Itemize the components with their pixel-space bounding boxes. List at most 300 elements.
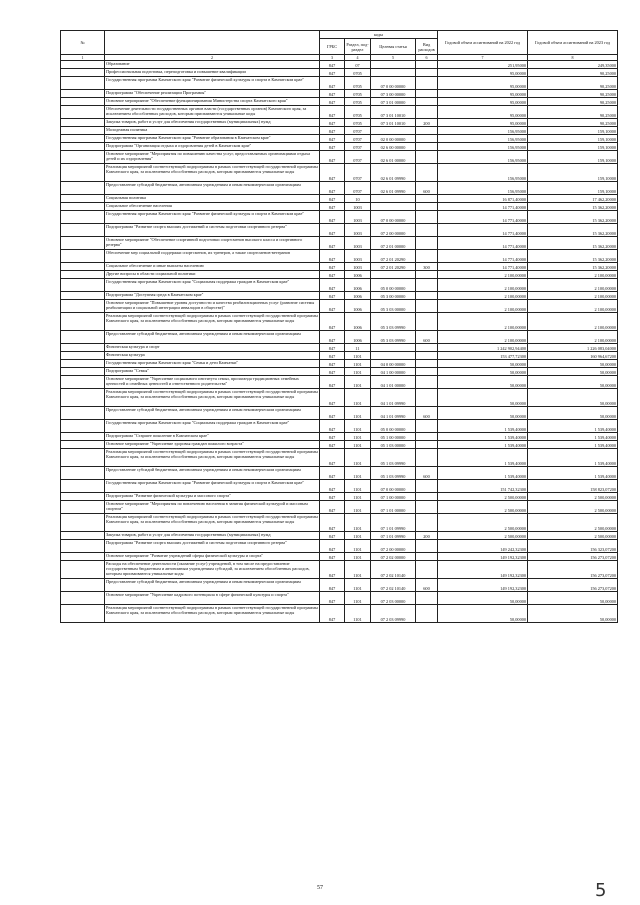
row-amount-2022: 153 477,72300 (438, 352, 528, 360)
row-amount-2023: 50,00000 (528, 605, 618, 623)
row-amount-2022: 95,00000 (438, 106, 528, 119)
row-amount-2022: 151 742,32300 (438, 480, 528, 493)
row-target: 07 2 00 00000 (371, 224, 416, 237)
row-number (61, 271, 105, 279)
row-amount-2023: 1 539,40000 (528, 467, 618, 480)
row-name: Основное мероприятие "Укрепление социального института семьи, пропаганда традиционных семейных ценностей и семейных ценностей и ответственного родительства" (105, 376, 320, 389)
row-amount-2023: 50,00000 (528, 407, 618, 420)
row-section: 1101 (345, 376, 371, 389)
row-amount-2023: 1 539,40000 (528, 449, 618, 467)
row-section: 0705 (345, 98, 371, 106)
table-row (61, 441, 618, 449)
row-name: Реализация мероприятий соответствующей подпрограммы в рамках соответствующей государственной программы Камчатского края, за исключением обособленных расходов, которым присваиваются уникальные коды (105, 389, 320, 407)
table-row (61, 376, 618, 389)
row-target: 07 2 02 10140 (371, 579, 416, 592)
row-amount-2022: 156,95000 (438, 164, 528, 182)
row-grbs: 847 (320, 292, 345, 300)
row-name: Предоставление субсидий бюджетным, автономным учреждениям и иным некоммерческим организациям (105, 182, 320, 195)
row-amount-2023: 2 500,00000 (528, 493, 618, 501)
row-name: Подпрограмма "Развитие физической культуры и массового спорта" (105, 493, 320, 501)
row-name: Предоставление субсидий бюджетным, автономным учреждениям и иным некоммерческим организациям (105, 467, 320, 480)
row-amount-2023: 159,10000 (528, 151, 618, 164)
row-amount-2022: 251,95000 (438, 61, 528, 69)
row-number (61, 224, 105, 237)
row-vr (416, 151, 438, 164)
row-number (61, 263, 105, 271)
row-amount-2023: 90,25000 (528, 119, 618, 127)
row-number (61, 313, 105, 331)
row-vr (416, 514, 438, 532)
row-amount-2022: 149 192,32300 (438, 553, 528, 561)
row-number (61, 389, 105, 407)
table-row (61, 300, 618, 313)
row-amount-2022: 95,00000 (438, 98, 528, 106)
row-name: Основное мероприятие "Обеспечение спортивной подготовки спортсменов высокого класса и спортивного резерва" (105, 237, 320, 250)
row-vr (416, 224, 438, 237)
row-target: 07 2 02 10140 (371, 561, 416, 579)
table-row (61, 407, 618, 420)
row-amount-2022: 14 771,40000 (438, 224, 528, 237)
table-row (61, 211, 618, 224)
row-name: Реализация мероприятий соответствующей подпрограммы в рамках соответствующей государственной программы Камчатского края, за исключением обособленных расходов, которым присваиваются уникальные коды (105, 514, 320, 532)
row-name: Подпрограмма "Обеспечение реализации Программы" (105, 90, 320, 98)
row-vr (416, 420, 438, 433)
row-vr (416, 352, 438, 360)
row-number (61, 135, 105, 143)
column-index: 2 (105, 55, 320, 61)
row-target (371, 352, 416, 360)
row-vr (416, 90, 438, 98)
header-target: Целевая статья (371, 39, 416, 55)
row-grbs: 847 (320, 279, 345, 292)
row-vr (416, 237, 438, 250)
row-vr (416, 61, 438, 69)
row-section: 1003 (345, 250, 371, 263)
column-index: 1 (61, 55, 105, 61)
row-vr (416, 344, 438, 352)
row-target: 07 3 01 10010 (371, 106, 416, 119)
row-target: 07 1 01 09990 (371, 532, 416, 540)
row-amount-2022: 50,00000 (438, 389, 528, 407)
row-section: 1101 (345, 433, 371, 441)
row-section: 1101 (345, 480, 371, 493)
table-row (61, 224, 618, 237)
row-name: Основное мероприятие "Мероприятия по вовлечению населения в занятия физической культурой и массовым спортом" (105, 501, 320, 514)
row-vr (416, 279, 438, 292)
row-section: 0705 (345, 106, 371, 119)
row-target: 07 1 01 09990 (371, 514, 416, 532)
row-section: 0707 (345, 143, 371, 151)
row-number (61, 592, 105, 605)
row-name: Реализация мероприятий соответствующей подпрограммы в рамках соответствующей государственной программы Камчатского края, за исключением обособленных расходов, которым присваиваются уникальные коды (105, 164, 320, 182)
table-row (61, 467, 618, 480)
row-section: 1101 (345, 368, 371, 376)
row-target: 07 2 03 09990 (371, 605, 416, 623)
row-target: 02 6 00 00000 (371, 143, 416, 151)
row-grbs: 847 (320, 98, 345, 106)
row-grbs: 847 (320, 493, 345, 501)
row-name: Предоставление субсидий бюджетным, автономным учреждениям и иным некоммерческим организациям (105, 407, 320, 420)
row-name: Профессиональная подготовка, переподготовка и повышение квалификации (105, 69, 320, 77)
row-name: Предоставление субсидий бюджетным, автономным учреждениям и иным некоммерческим организациям (105, 579, 320, 592)
table-row (61, 313, 618, 331)
row-name: Социальная политика (105, 195, 320, 203)
row-amount-2022: 14 771,40000 (438, 250, 528, 263)
row-vr: 200 (416, 532, 438, 540)
table-row (61, 540, 618, 553)
row-amount-2022: 1 539,40000 (438, 449, 528, 467)
row-amount-2023: 50,00000 (528, 592, 618, 605)
row-grbs: 847 (320, 271, 345, 279)
row-vr (416, 433, 438, 441)
row-target: 04 0 00 00000 (371, 360, 416, 368)
row-vr (416, 605, 438, 623)
table-row (61, 263, 618, 271)
table-row (61, 493, 618, 501)
row-grbs: 847 (320, 407, 345, 420)
row-number (61, 561, 105, 579)
row-number (61, 368, 105, 376)
row-target: 07 2 00 00000 (371, 540, 416, 553)
row-section: 1003 (345, 203, 371, 211)
row-number (61, 119, 105, 127)
header-grbs: ГРБС (320, 39, 345, 55)
row-number (61, 352, 105, 360)
row-amount-2022: 1 539,40000 (438, 441, 528, 449)
row-section: 1101 (345, 540, 371, 553)
row-name: Государственная программа Камчатского края "Семья и дети Камчатки" (105, 360, 320, 368)
row-amount-2023: 90,25000 (528, 90, 618, 98)
header-vr: Вид расходов (416, 39, 438, 55)
row-vr (416, 135, 438, 143)
header-year-2022: Годовой объем ассигнований на 2022 год (438, 31, 528, 55)
row-number (61, 279, 105, 292)
row-number (61, 98, 105, 106)
row-grbs: 847 (320, 263, 345, 271)
row-name: Закупка товаров, работ и услуг для обеспечения государственных (муниципальных) нужд (105, 532, 320, 540)
row-amount-2023: 156 273,07200 (528, 579, 618, 592)
table-row (61, 592, 618, 605)
row-section: 0705 (345, 119, 371, 127)
row-number (61, 376, 105, 389)
row-amount-2023: 15 362,20000 (528, 211, 618, 224)
row-amount-2023: 15 362,20000 (528, 250, 618, 263)
row-section: 1006 (345, 292, 371, 300)
row-amount-2023: 15 362,20000 (528, 237, 618, 250)
row-number (61, 331, 105, 344)
row-grbs: 847 (320, 69, 345, 77)
row-grbs: 847 (320, 553, 345, 561)
row-vr (416, 250, 438, 263)
row-number (61, 300, 105, 313)
table-row (61, 106, 618, 119)
row-amount-2023: 159,10000 (528, 164, 618, 182)
row-section: 1101 (345, 449, 371, 467)
row-target: 05 3 03 09990 (371, 313, 416, 331)
row-name: Государственная программа Камчатского края "Социальная поддержка граждан в Камчатском крае" (105, 420, 320, 433)
table-row (61, 420, 618, 433)
column-index: 4 (345, 55, 371, 61)
row-grbs: 847 (320, 605, 345, 623)
row-amount-2023: 90,25000 (528, 69, 618, 77)
row-grbs: 847 (320, 360, 345, 368)
row-target: 02 6 01 09990 (371, 164, 416, 182)
row-section: 0705 (345, 77, 371, 90)
row-amount-2022: 156,95000 (438, 135, 528, 143)
row-amount-2022: 95,00000 (438, 69, 528, 77)
row-number (61, 151, 105, 164)
row-grbs: 847 (320, 420, 345, 433)
row-number (61, 127, 105, 135)
row-amount-2023: 159,10000 (528, 135, 618, 143)
row-grbs: 847 (320, 135, 345, 143)
row-number (61, 449, 105, 467)
row-number (61, 579, 105, 592)
row-amount-2023: 156 323,07200 (528, 540, 618, 553)
row-amount-2022: 50,00000 (438, 368, 528, 376)
header-codes: коды (320, 31, 438, 39)
row-target (371, 195, 416, 203)
row-amount-2022: 2 100,00000 (438, 331, 528, 344)
row-amount-2022: 95,00000 (438, 90, 528, 98)
table-row (61, 195, 618, 203)
table-row (61, 69, 618, 77)
row-section: 0707 (345, 182, 371, 195)
row-section: 1101 (345, 407, 371, 420)
row-target: 07 2 03 00000 (371, 592, 416, 605)
row-grbs: 847 (320, 90, 345, 98)
row-section: 1101 (345, 561, 371, 579)
row-target: 04 1 01 09990 (371, 389, 416, 407)
row-grbs: 847 (320, 164, 345, 182)
row-vr (416, 211, 438, 224)
table-row (61, 605, 618, 623)
table-row (61, 368, 618, 376)
row-number (61, 360, 105, 368)
row-target: 05 3 00 00000 (371, 292, 416, 300)
row-name: Обеспечение деятельности государственных органов власти (государственных органов) Камчатского края, за исключением обособленных расходов, которым присваиваются уникальные коды (105, 106, 320, 119)
row-number (61, 553, 105, 561)
row-amount-2022: 1 539,40000 (438, 420, 528, 433)
row-section: 0707 (345, 164, 371, 182)
row-amount-2023: 159,10000 (528, 127, 618, 135)
row-amount-2023: 2 100,00000 (528, 279, 618, 292)
row-amount-2022: 95,00000 (438, 119, 528, 127)
row-target: 05 1 03 09990 (371, 467, 416, 480)
row-grbs: 847 (320, 195, 345, 203)
row-amount-2022: 149 192,32300 (438, 579, 528, 592)
row-vr (416, 389, 438, 407)
table-row (61, 182, 618, 195)
row-name: Основное мероприятие "Обеспечение функционирования Министерства спорта Камчатского края" (105, 98, 320, 106)
row-grbs: 847 (320, 480, 345, 493)
row-section: 1101 (345, 532, 371, 540)
row-amount-2022: 149 192,32300 (438, 561, 528, 579)
row-grbs: 847 (320, 441, 345, 449)
row-vr (416, 164, 438, 182)
row-section: 1006 (345, 271, 371, 279)
table-row (61, 480, 618, 493)
row-name: Основное мероприятие "Повышение уровня доступности и качества реабилитационных услуг (развитие системы реабилитации и социальной интеграции инвалидов в обществе)" (105, 300, 320, 313)
row-number (61, 420, 105, 433)
table-row (61, 389, 618, 407)
row-amount-2022: 2 100,00000 (438, 313, 528, 331)
row-vr (416, 313, 438, 331)
row-number (61, 211, 105, 224)
column-index: 5 (371, 55, 416, 61)
table-row (61, 77, 618, 90)
row-section: 1101 (345, 579, 371, 592)
row-grbs: 847 (320, 467, 345, 480)
row-amount-2022: 2 100,00000 (438, 292, 528, 300)
row-vr (416, 449, 438, 467)
row-name: Основное мероприятие "Развитие учреждений сферы физической культуры и спорта" (105, 553, 320, 561)
row-amount-2023: 2 500,00000 (528, 501, 618, 514)
row-grbs: 847 (320, 119, 345, 127)
row-number (61, 195, 105, 203)
table-row (61, 61, 618, 69)
row-target (371, 203, 416, 211)
row-amount-2023: 1 539,40000 (528, 420, 618, 433)
row-amount-2022: 50,00000 (438, 605, 528, 623)
row-target (371, 69, 416, 77)
row-vr (416, 376, 438, 389)
row-section: 1101 (345, 467, 371, 480)
row-grbs: 847 (320, 224, 345, 237)
row-name: Государственная программа Камчатского края "Развитие физической культуры и спорта в Камчатском крае" (105, 480, 320, 493)
row-grbs: 847 (320, 127, 345, 135)
row-vr (416, 501, 438, 514)
row-amount-2022: 2 100,00000 (438, 279, 528, 292)
row-target: 05 1 03 00000 (371, 441, 416, 449)
table-row (61, 360, 618, 368)
row-amount-2022: 2 500,00000 (438, 501, 528, 514)
row-number (61, 344, 105, 352)
row-number (61, 467, 105, 480)
row-target: 07 2 02 00000 (371, 553, 416, 561)
row-target: 04 1 01 00000 (371, 376, 416, 389)
row-section: 1003 (345, 211, 371, 224)
row-amount-2023: 1 539,40000 (528, 441, 618, 449)
handwritten-mark: 5 (595, 880, 607, 901)
row-amount-2022: 2 500,00000 (438, 493, 528, 501)
row-name: Подпрограмма "Развитие спорта высших достижений и системы подготовки спортивного резерва" (105, 224, 320, 237)
row-vr (416, 106, 438, 119)
header-section: Раздел, под-раздел (345, 39, 371, 55)
table-row (61, 514, 618, 532)
row-grbs: 847 (320, 532, 345, 540)
row-number (61, 540, 105, 553)
row-vr (416, 480, 438, 493)
row-section: 1003 (345, 263, 371, 271)
row-target (371, 127, 416, 135)
row-number (61, 480, 105, 493)
row-grbs: 847 (320, 433, 345, 441)
row-name: Обеспечение мер социальной поддержки спортсменов, их тренеров, а также спортсменов-ветеранов (105, 250, 320, 263)
table-row (61, 237, 618, 250)
row-amount-2023: 1 539,40000 (528, 433, 618, 441)
row-vr (416, 195, 438, 203)
row-vr (416, 561, 438, 579)
column-index: 3 (320, 55, 345, 61)
row-name: Социальное обеспечение населения (105, 203, 320, 211)
row-section: 1101 (345, 501, 371, 514)
row-name: Государственная программа Камчатского края "Развитие физической культуры и спорта в Камчатском крае" (105, 77, 320, 90)
row-amount-2022: 14 771,40000 (438, 237, 528, 250)
row-name: Основное мероприятие "Укрепление здоровья граждан пожилого возраста" (105, 441, 320, 449)
row-grbs: 847 (320, 106, 345, 119)
header-year-2023: Годовой объем ассигнований на 2023 год (528, 31, 618, 55)
row-target: 07 3 00 00000 (371, 90, 416, 98)
row-target: 07 2 01 20290 (371, 250, 416, 263)
table-row (61, 579, 618, 592)
row-grbs: 847 (320, 331, 345, 344)
row-grbs: 847 (320, 592, 345, 605)
row-amount-2023: 90,25000 (528, 98, 618, 106)
row-number (61, 77, 105, 90)
table-row (61, 553, 618, 561)
row-amount-2023: 17 462,20000 (528, 195, 618, 203)
row-amount-2022: 50,00000 (438, 407, 528, 420)
row-amount-2022: 50,00000 (438, 592, 528, 605)
row-amount-2023: 2 500,00000 (528, 532, 618, 540)
row-grbs: 847 (320, 77, 345, 90)
row-section: 0705 (345, 90, 371, 98)
row-amount-2023: 50,00000 (528, 360, 618, 368)
row-number (61, 61, 105, 69)
column-index: 8 (528, 55, 618, 61)
row-vr (416, 127, 438, 135)
row-amount-2023: 159,10000 (528, 143, 618, 151)
row-amount-2022: 16 871,40000 (438, 195, 528, 203)
row-number (61, 106, 105, 119)
table-row (61, 90, 618, 98)
row-amount-2022: 2 500,00000 (438, 532, 528, 540)
row-grbs: 847 (320, 61, 345, 69)
table-row (61, 561, 618, 579)
table-row (61, 532, 618, 540)
row-amount-2023: 50,00000 (528, 368, 618, 376)
row-vr: 600 (416, 182, 438, 195)
row-grbs: 847 (320, 389, 345, 407)
row-name: Образование (105, 61, 320, 69)
row-number (61, 69, 105, 77)
row-target: 02 6 01 09990 (371, 182, 416, 195)
row-vr (416, 203, 438, 211)
row-vr (416, 300, 438, 313)
row-amount-2022: 156,95000 (438, 182, 528, 195)
column-index: 7 (438, 55, 528, 61)
table-row (61, 449, 618, 467)
row-section: 1101 (345, 352, 371, 360)
row-section: 1006 (345, 313, 371, 331)
row-target: 05 3 03 00000 (371, 300, 416, 313)
row-grbs: 847 (320, 300, 345, 313)
row-amount-2023: 249,35000 (528, 61, 618, 69)
row-amount-2022: 1 242 902,94400 (438, 344, 528, 352)
row-grbs: 847 (320, 368, 345, 376)
table-row (61, 164, 618, 182)
row-amount-2023: 90,25000 (528, 106, 618, 119)
row-vr: 600 (416, 407, 438, 420)
row-amount-2022: 1 539,40000 (438, 433, 528, 441)
row-vr: 600 (416, 467, 438, 480)
row-target: 04 1 01 09990 (371, 407, 416, 420)
row-amount-2022: 2 100,00000 (438, 300, 528, 313)
row-target: 05 0 00 00000 (371, 279, 416, 292)
row-grbs: 847 (320, 313, 345, 331)
row-number (61, 250, 105, 263)
